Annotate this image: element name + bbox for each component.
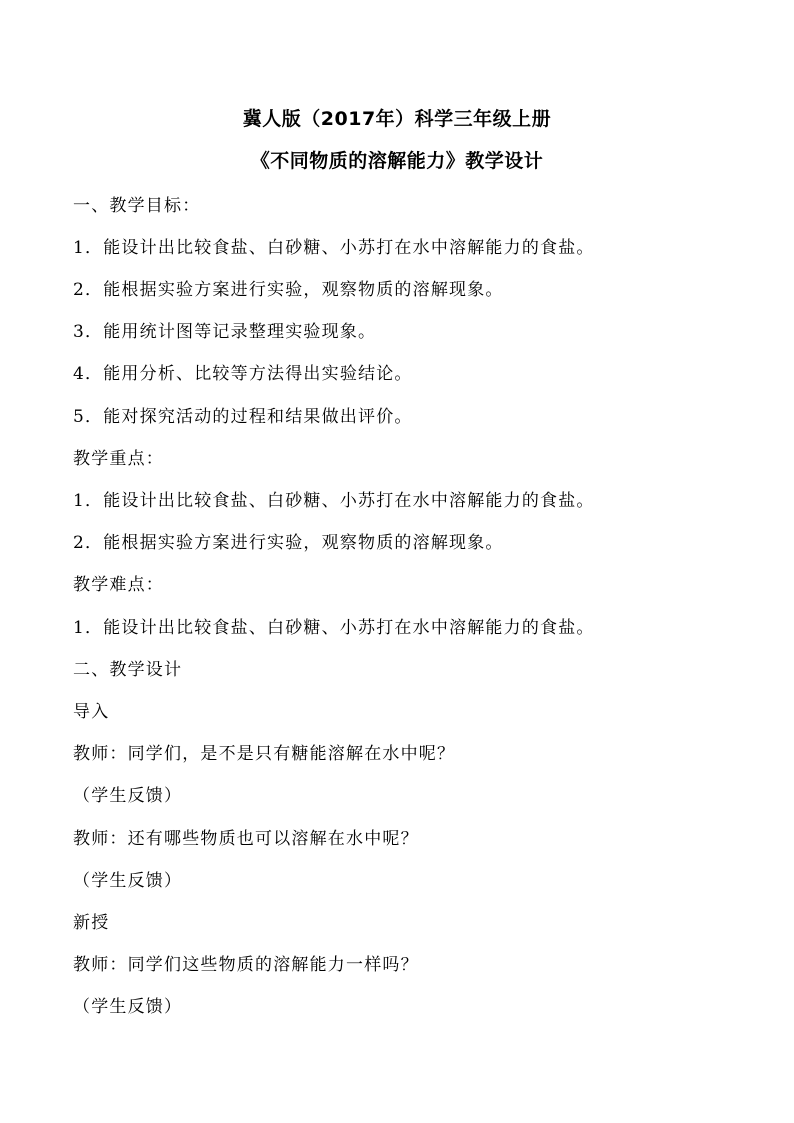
objective-item: 1．能设计出比较食盐、白砂糖、小苏打在水中溶解能力的食盐。 [73,238,595,258]
key-point-item: 2．能根据实验方案进行实验，观察物质的溶解现象。 [73,533,504,553]
objective-item: 3．能用统计图等记录整理实验现象。 [73,322,377,342]
student-feedback: （学生反馈） [73,997,183,1017]
teacher-line: 教师：同学们，是不是只有糖能溶解在水中呢？ [73,744,456,764]
student-feedback: （学生反馈） [73,871,183,891]
document-subtitle: 《不同物质的溶解能力》教学设计 [250,150,544,172]
key-point-item: 1．能设计出比较食盐、白砂糖、小苏打在水中溶解能力的食盐。 [73,491,595,511]
section-heading-objectives: 一、教学目标： [73,196,201,216]
section-heading-design: 二、教学设计 [73,660,183,680]
teacher-line: 教师：同学们这些物质的溶解能力一样吗？ [73,955,419,975]
objective-item: 5．能对探究活动的过程和结果做出评价。 [73,407,413,427]
section-heading-difficulties: 教学难点： [73,575,164,595]
subsection-new-lesson: 新授 [73,913,110,933]
subsection-intro: 导入 [73,702,110,722]
teacher-line: 教师：还有哪些物质也可以溶解在水中呢？ [73,829,419,849]
difficulty-item: 1．能设计出比较食盐、白砂糖、小苏打在水中溶解能力的食盐。 [73,618,595,638]
objective-item: 4．能用分析、比较等方法得出实验结论。 [73,364,413,384]
document-title: 冀人版（2017年）科学三年级上册 [242,108,552,130]
student-feedback: （学生反馈） [73,786,183,806]
objective-item: 2．能根据实验方案进行实验，观察物质的溶解现象。 [73,280,504,300]
section-heading-key-points: 教学重点： [73,449,164,469]
